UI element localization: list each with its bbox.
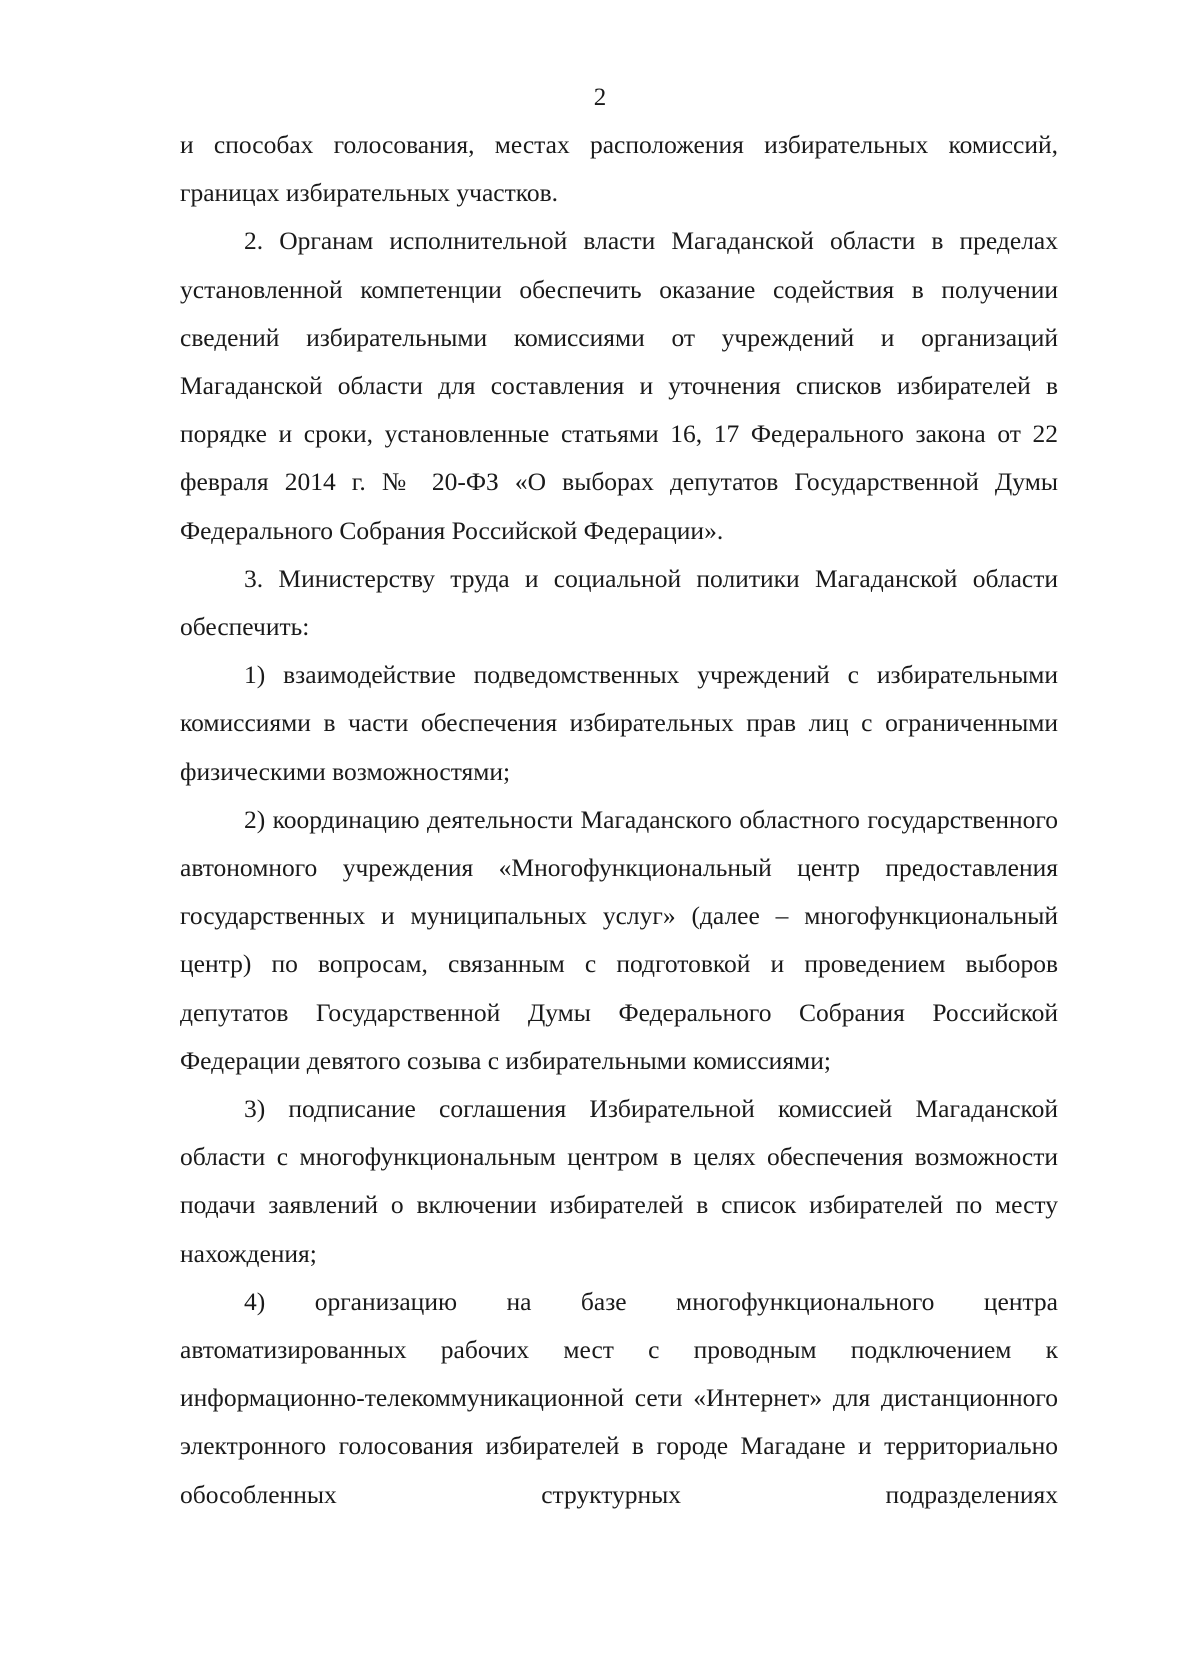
subitem-4: 4) организацию на базе многофункционального центра автоматизированных рабочих мест с проводным подключением к информационно-телекоммуникационной сети «Интернет» для дистанционного электронного голосования избирателей в городе Магадане и территориально обособленных структурных подразделениях <box>180 1286 1058 1509</box>
subitem-3: 3) подписание соглашения Избирательной комиссией Магаданской области с многофункциональным центром в целях обеспечения возможности подачи заявлений о включении избирателей в список избирателей по месту нахождения; <box>180 1094 1058 1268</box>
subitem-1: 1) взаимодействие подведомственных учреждений с избирательными комиссиями в части обеспечения избирательных прав лиц с ограниченными физическими возможностями; <box>180 660 1058 786</box>
paragraph-item-3: 3. Министерству труда и социальной политики Магаданской области обеспечить: <box>180 563 1058 642</box>
page-number: 2 <box>593 84 607 111</box>
paragraph-item-2: 2. Органам исполнительной власти Магаданской области в пределах установленной компетенции обеспечить оказание содействия в получении сведений избирательными комиссиями от учреждений и организаций Магаданской области для составления и уточнения списков избирателей в порядке и сроки, установленные статьями 16, 17 Федерального закона от 22 февраля 2014 г. № 20-ФЗ «О выборах депутатов Государственной Думы Федерального Собрания Российской Федерации». <box>180 226 1058 545</box>
document-body <box>180 121 1058 1519</box>
paragraph-continuation: и способах голосования, местах расположения избирательных комиссий, границах избирательных участков. <box>180 130 1058 208</box>
subitem-2: 2) координацию деятельности Магаданского областного государственного автономного учреждения «Многофункциональный центр предоставления государственных и муниципальных услуг» (далее – многофункциональный центр) по вопросам, связанным с подготовкой и проведением выборов депутатов Государственной Думы Федерального Собрания Российской Федерации девятого созыва с избирательными комиссиями; <box>180 804 1058 1075</box>
